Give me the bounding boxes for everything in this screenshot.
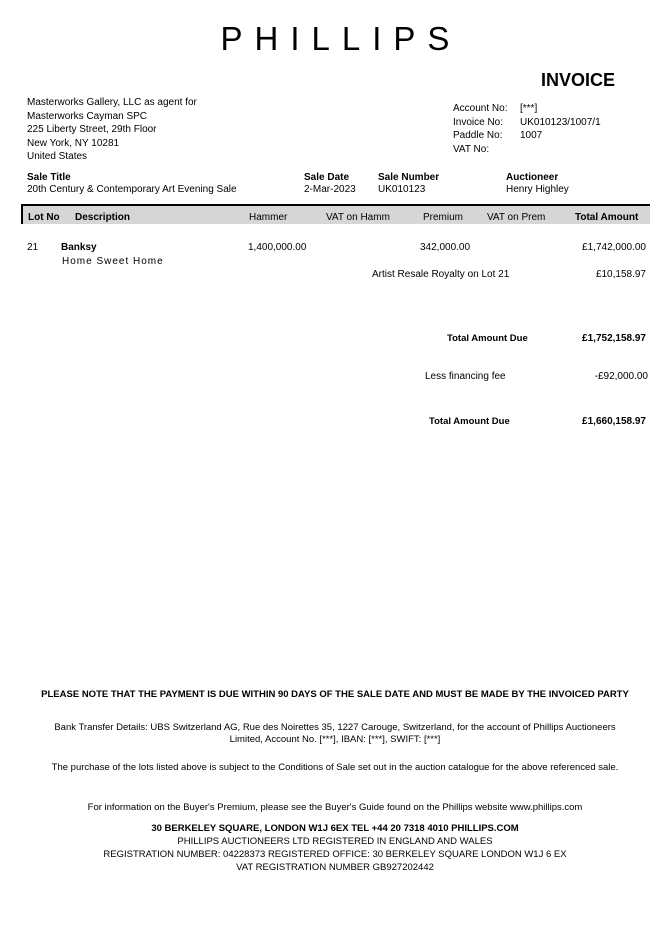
col-premium: Premium: [423, 212, 464, 223]
row-premium: 342,000.00: [420, 242, 471, 253]
company-registered: PHILLIPS AUCTIONEERS LTD REGISTERED IN ENGLAND AND WALES: [177, 836, 493, 847]
final-total-label: Total Amount Due: [429, 416, 510, 427]
premium-info: For information on the Buyer's Premium, please see the Buyer's Guide found on the Phillips website www.phillips.com: [87, 802, 583, 813]
resale-royalty-label: Artist Resale Royalty on Lot 21: [372, 269, 510, 280]
col-total: Total Amount: [575, 212, 639, 223]
sale-title-value: 20th Century & Contemporary Art Evening Sale: [27, 184, 237, 195]
conditions-note: The purchase of the lots listed above is subject to the Conditions of Sale set out in the auction catalogue for the above referenced sale.: [51, 762, 619, 773]
col-lot: Lot No: [28, 212, 60, 223]
row-total: £1,742,000.00: [582, 242, 646, 253]
account-no-label: Account No:: [453, 103, 508, 114]
col-hammer: Hammer: [249, 212, 288, 223]
resale-royalty-value: £10,158.97: [595, 269, 646, 280]
row-title: Home Sweet Home: [62, 256, 164, 267]
row-artist: Banksy: [61, 242, 97, 253]
address-line: Masterworks Cayman SPC: [27, 110, 148, 122]
vat-no-label: VAT No:: [453, 143, 490, 155]
payment-notice: PLEASE NOTE THAT THE PAYMENT IS DUE WITHIN 90 DAYS OF THE SALE DATE AND MUST BE MADE BY THE INVOICED PARTY: [41, 689, 629, 700]
sale-date-label: Sale Date: [304, 172, 350, 183]
address-line: United States: [27, 151, 88, 163]
final-total-value: £1,660,158.97: [582, 416, 646, 427]
sale-title-label: Sale Title: [27, 172, 71, 183]
financing-fee-label: Less financing fee: [425, 371, 506, 382]
total-due-value: £1,752,158.97: [582, 333, 646, 344]
table-header: [21, 204, 650, 224]
brand-logo: PHILLIPS: [220, 20, 462, 57]
row-hammer: 1,400,000.00: [248, 242, 307, 253]
account-values: [520, 102, 601, 156]
address-line: New York, NY 10281: [27, 137, 120, 149]
financing-fee-value: -£92,000.00: [594, 371, 648, 382]
paddle-no-label: Paddle No:: [453, 130, 503, 142]
col-vat-hammer: VAT on Hamm: [326, 212, 390, 223]
buyer-address: [27, 96, 197, 164]
invoice-title: INVOICE: [541, 70, 616, 90]
company-address: 30 BERKELEY SQUARE, LONDON W1J 6EX TEL +44 20 7318 4010 PHILLIPS.COM: [151, 823, 519, 834]
paddle-no-value: 1007: [520, 130, 543, 142]
auctioneer-value: Henry Highley: [506, 184, 569, 195]
col-vat-premium: VAT on Prem: [487, 212, 546, 223]
vat-registration: VAT REGISTRATION NUMBER GB927202442: [236, 862, 434, 873]
registration-number: REGISTRATION NUMBER: 04228373 REGISTERED OFFICE: 30 BERKELEY SQUARE LONDON W1J 6 EX: [103, 849, 567, 860]
col-description: Description: [75, 212, 131, 223]
row-lot: 21: [27, 242, 39, 253]
vat-no-value: [520, 143, 601, 157]
sale-number-label: Sale Number: [378, 172, 440, 183]
address-line: Masterworks Gallery, LLC as agent for: [27, 97, 197, 108]
invoice-no-value: UK010123/1007/1: [520, 116, 601, 128]
invoice-no-label: Invoice No:: [453, 116, 504, 128]
address-line: 225 Liberty Street, 29th Floor: [27, 124, 157, 136]
sale-date-value: 2-Mar-2023: [304, 184, 356, 195]
sale-number-value: UK010123: [378, 184, 426, 195]
total-due-label: Total Amount Due: [447, 333, 528, 344]
auctioneer-label: Auctioneer: [506, 172, 559, 183]
account-no-value: [***]: [520, 103, 538, 114]
bank-details: Bank Transfer Details: UBS Switzerland AG, Rue des Noirettes 35, 1227 Carouge, Switzerland, for the account of Phillips Auctioneers Limited, Account No. [***], IBAN: [***], SWIFT: [***]: [54, 722, 616, 745]
account-labels: [453, 102, 507, 156]
